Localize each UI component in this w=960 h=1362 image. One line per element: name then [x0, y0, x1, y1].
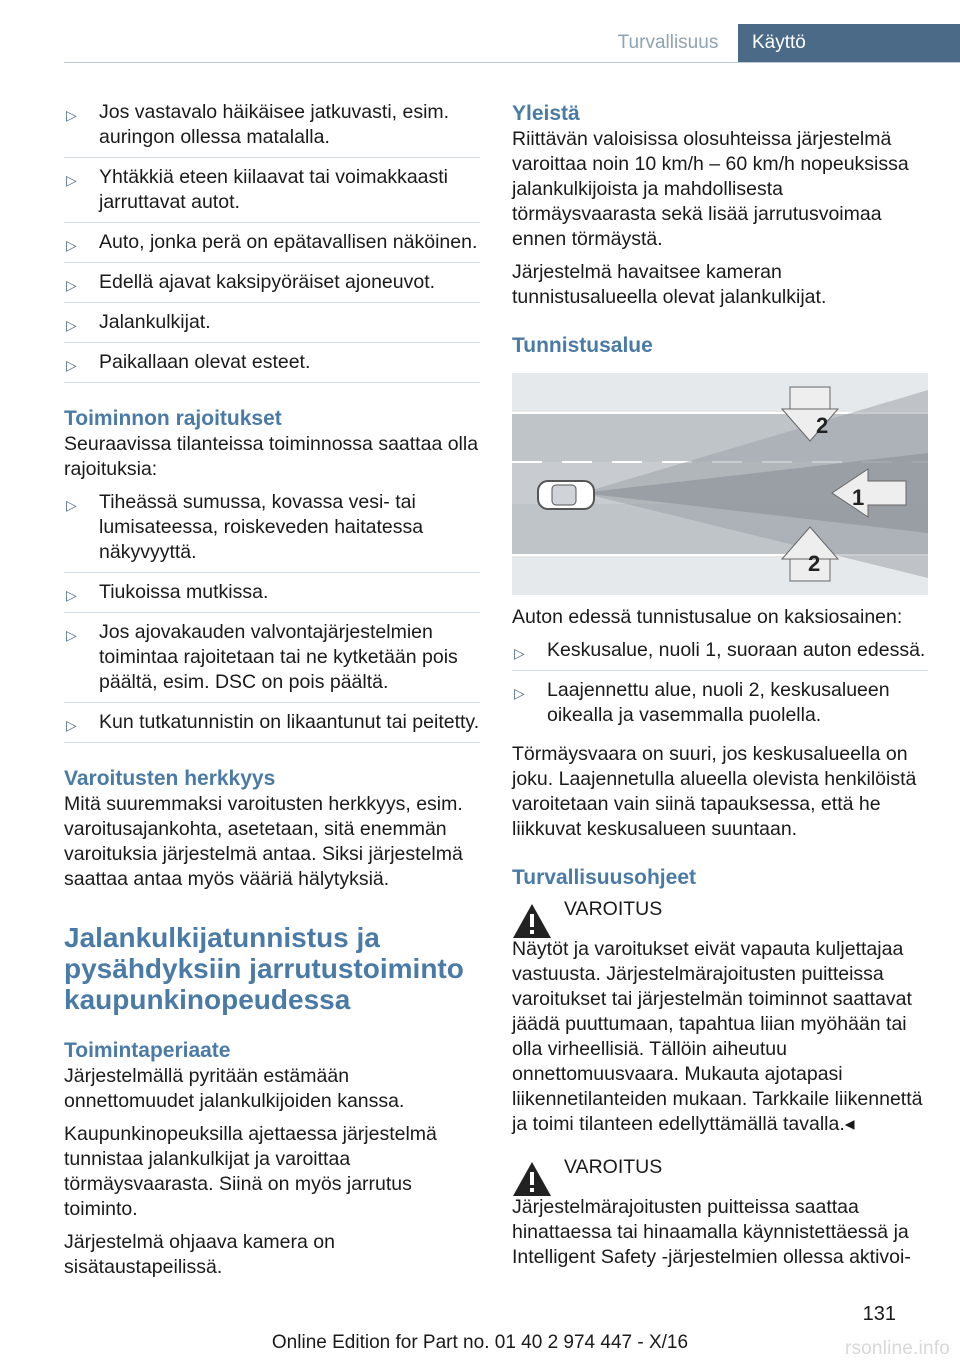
detection-area-illustration	[512, 373, 928, 595]
triangle-bullet-icon: ▷	[66, 317, 77, 333]
triangle-bullet-icon: ▷	[66, 717, 77, 733]
edition-footer: Online Edition for Part no. 01 40 2 974 447 - X/16	[271, 1332, 689, 1353]
triangle-bullet-icon: ▷	[66, 627, 77, 643]
list-item: ▷ Jalankulkijat.	[64, 310, 480, 343]
limits-heading: Toiminnon rajoitukset	[64, 407, 282, 430]
diagram-label-middle: 1	[852, 485, 865, 510]
triangle-bullet-icon: ▷	[514, 645, 525, 661]
warning-2-text: Järjestelmärajoitusten puitteissa saattaa hinattaessa tai hinaamalla käynnistettäessä ja Intelligent Safety -järjestelmien ollessa aktivoi-	[512, 1196, 911, 1268]
warning-1-text: Näytöt ja varoitukset eivät vapauta kuljettajaa vastuusta. Järjestelmärajoitusten puitteissa varoitukset tai järjestelmän toiminnot saattavat jäädä puuttumaan, tapahtua liian myöhään tai olla virheellisiä. Tällöin aiheutuu onnettomuusvaara. Mukauta ajotapasi liikennetilanteiden mukaan. Tarkkaile liikennettä ja toimi tilanteen edellyttämällä tavalla.◂	[512, 938, 923, 1135]
sensitivity-text: Mitä suuremmaksi varoitusten herkkyys, esim. varoitusajankohta, asetetaan, sitä enemmän varoituksia järjestelmä antaa. Siksi järjestelmä saattaa antaa myös vääriä hälytyksiä.	[64, 793, 463, 890]
list-item: ▷ Jos vastavalo häikäisee jatkuvasti, esim. auringon ollessa matalalla.	[64, 100, 480, 158]
right-column	[512, 100, 928, 1278]
list-item: ▷ Edellä ajavat kaksipyöräiset ajoneuvot.	[64, 270, 480, 303]
diagram-label-top: 2	[816, 413, 829, 438]
warning-2-title: VAROITUS	[564, 1156, 663, 1178]
detection-area-diagram	[512, 373, 928, 595]
general-heading: Yleistä	[512, 102, 580, 125]
main-section-heading: Jalankulkijatunnistus ja pysähdyksiin jarrutustoiminto kaupunkinopeudessa	[64, 922, 464, 1015]
limits-list	[64, 490, 480, 743]
triangle-bullet-icon: ▷	[66, 277, 77, 293]
list-item: ▷ Keskusalue, nuoli 1, suoraan auton edessä.	[512, 638, 928, 671]
warning-2	[512, 1155, 928, 1195]
left-column	[64, 100, 480, 1288]
principle-paragraph-3: Järjestelmä ohjaava kamera on sisätaustapeilissä.	[64, 1231, 335, 1278]
header-rule	[64, 62, 960, 63]
triangle-bullet-icon: ▷	[66, 587, 77, 603]
situations-list	[64, 100, 480, 383]
principle-paragraph-1: Järjestelmällä pyritään estämään onnettomuudet jalankulkijoiden kanssa.	[64, 1065, 405, 1112]
list-item: ▷ Auto, jonka perä on epätavallisen näköinen.	[64, 230, 480, 263]
list-item: ▷ Yhtäkkiä eteen kiilaavat tai voimakkaasti jarruttavat autot.	[64, 165, 480, 223]
detection-list	[512, 638, 928, 735]
list-item: ▷ Jos ajovakauden valvontajärjestelmien toimintaa rajoitetaan tai ne kytketään pois päältä, esim. DSC on pois päältä.	[64, 620, 480, 703]
diagram-label-bottom: 2	[808, 551, 821, 576]
general-paragraph-1: Riittävän valoisissa olosuhteissa järjestelmä varoittaa noin 10 km/h – 60 km/h nopeuksissa jalankulkijoista ja mahdollisesta törmäysvaarasta sekä lisää jarrutusvoimaa ennen törmäystä.	[512, 128, 909, 250]
list-item: ▷ Kun tutkatunnistin on likaantunut tai peitetty.	[64, 710, 480, 743]
list-item: ▷ Tiukoissa mutkissa.	[64, 580, 480, 613]
warning-triangle-icon	[512, 1161, 552, 1197]
triangle-bullet-icon: ▷	[66, 497, 77, 513]
triangle-bullet-icon: ▷	[66, 357, 77, 373]
triangle-bullet-icon: ▷	[66, 107, 77, 123]
list-item: ▷ Paikallaan olevat esteet.	[64, 350, 480, 383]
triangle-bullet-icon: ▷	[66, 237, 77, 253]
car-icon	[538, 481, 594, 509]
triangle-bullet-icon: ▷	[66, 172, 77, 188]
warning-triangle-icon	[512, 903, 552, 939]
watermark: rsonline.info	[844, 1338, 950, 1359]
warning-1-title: VAROITUS	[564, 898, 663, 920]
list-item: ▷ Tiheässä sumussa, kovassa vesi- tai lumisateessa, roiskeveden haitatessa näkyvyyttä.	[64, 490, 480, 573]
triangle-bullet-icon: ▷	[514, 685, 525, 701]
warning-1	[512, 897, 928, 937]
tab-kaytto[interactable]: Käyttö	[738, 24, 960, 62]
tab-turvallisuus[interactable]: Turvallisuus	[617, 32, 719, 53]
detection-heading: Tunnistusalue	[512, 334, 653, 357]
principle-paragraph-2: Kaupunkinopeuksilla ajettaessa järjestelmä tunnistaa jalankulkijat ja varoittaa törmäysvaarasta. Siinä on myös jarrutus toiminto.	[64, 1123, 437, 1220]
page-number: 131	[862, 1303, 896, 1325]
general-paragraph-2: Järjestelmä havaitsee kameran tunnistusalueella olevat jalankulkijat.	[512, 261, 827, 308]
limits-intro: Seuraavissa tilanteissa toiminnossa saattaa olla rajoituksia:	[64, 433, 479, 480]
safety-heading: Turvallisuusohjeet	[512, 866, 696, 889]
list-item: ▷ Laajennettu alue, nuoli 2, keskusalueen oikealla ja vasemmalla puolella.	[514, 679, 890, 726]
sensitivity-heading: Varoitusten herkkyys	[64, 767, 276, 790]
detection-text: Törmäysvaara on suuri, jos keskusalueella on joku. Laajennetulla alueella olevista henkilöistä varoitetaan vain siinä tapauksessa, että he liikkuvat keskusalueen suuntaan.	[512, 743, 917, 840]
detection-intro: Auton edessä tunnistusalue on kaksiosainen:	[512, 606, 903, 628]
principle-heading: Toimintaperiaate	[64, 1039, 231, 1062]
